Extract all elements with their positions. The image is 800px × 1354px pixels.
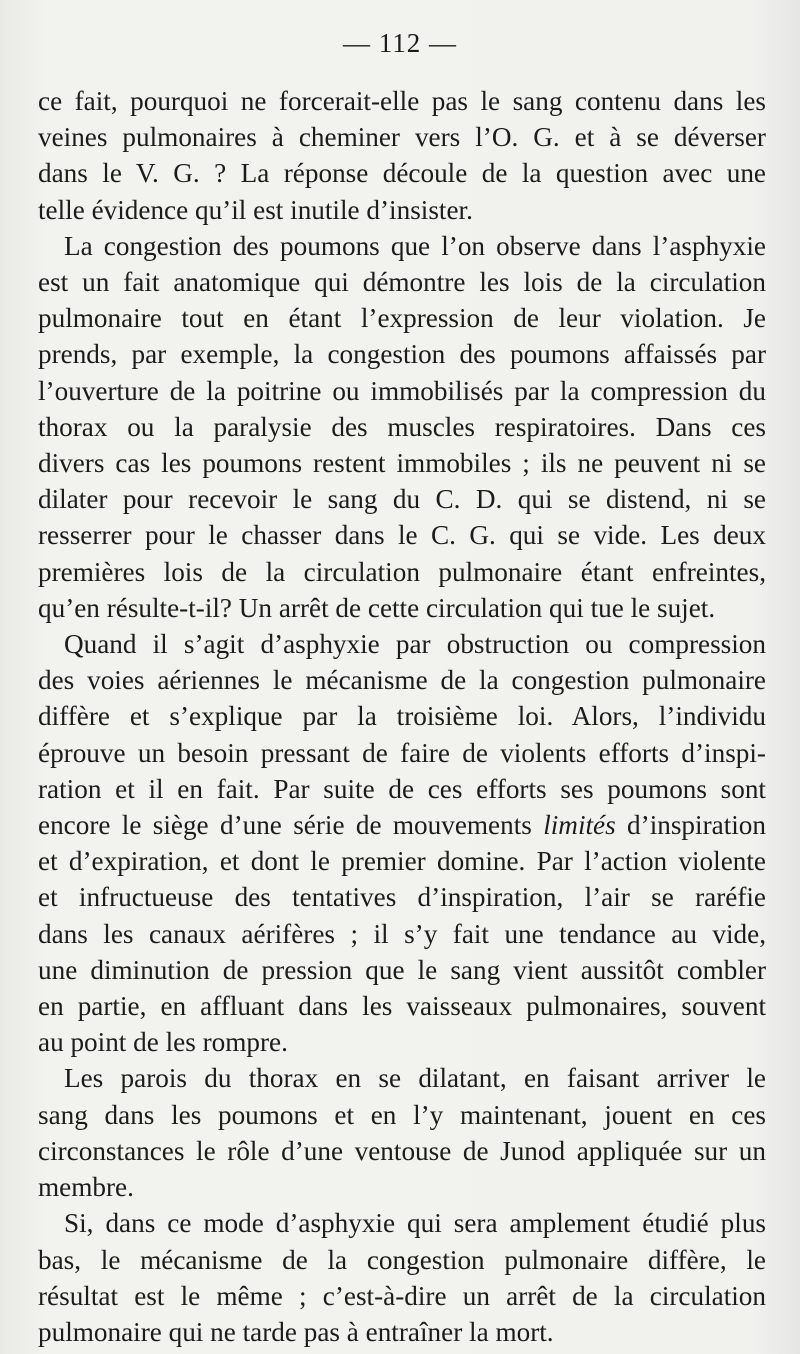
text-line: resserrer pour le chasser dans le C. G. qui se vide. Les deux: [38, 520, 766, 551]
text-line: Les parois du thorax en se dilatant, en faisant arriver le: [64, 1063, 766, 1094]
text-line: et d’expiration, et dont le premier domine. Par l’action violente: [38, 846, 766, 877]
text-line: en partie, en affluant dans les vaisseaux pulmonaires, souvent: [38, 991, 766, 1022]
text-line: l’ouverture de la poitrine ou immobilisés par la compression du: [38, 375, 766, 406]
text-line: diffère et s’explique par la troisième loi. Alors, l’individu: [38, 701, 766, 732]
paragraph-3: [38, 626, 766, 1060]
text-line: résultat est le même ; c’est-à-dire un arrêt de la circulation: [38, 1280, 766, 1311]
text-line: pulmonaire tout en étant l’expression de leur violation. Je: [38, 303, 766, 334]
text-line: éprouve un besoin pressant de faire de violents efforts d’inspi-: [38, 737, 766, 768]
text-line: une diminution de pression que le sang vient aussitôt combler: [38, 954, 766, 985]
text-line: premières lois de la circulation pulmonaire étant enfreintes,: [38, 556, 766, 587]
text-line-italic-limites: encore le siège d’une série de mouvements limités d’inspiration: [38, 810, 766, 841]
text-line: membre.: [38, 1172, 134, 1203]
paragraph-4: [38, 1060, 766, 1205]
text-line: pulmonaire qui ne tarde pas à entraîner la mort.: [38, 1316, 554, 1347]
text-line: La congestion des poumons que l’on observe dans l’asphyxie: [64, 230, 766, 261]
text-line: telle évidence qu’il est inutile d’insister.: [38, 194, 473, 225]
text-line: thorax ou la paralysie des muscles respiratoires. Dans ces: [38, 411, 766, 442]
body-text: [38, 83, 766, 1350]
text-line: ce fait, pourquoi ne forcerait-elle pas le sang contenu dans les: [38, 86, 766, 116]
text-line: ration et il en fait. Par suite de ces efforts ses poumons sont: [38, 773, 766, 804]
page-number: — 112 —: [343, 28, 457, 58]
text-line: prends, par exemple, la congestion des poumons affaissés par: [38, 339, 766, 370]
text-line: au point de les rompre.: [38, 1027, 288, 1058]
text-line: divers cas les poumons restent immobiles ; ils ne peuvent ni se: [38, 448, 766, 479]
text-line: veines pulmonaires à cheminer vers l’O. G. et à se déverser: [38, 122, 766, 153]
text-line: qu’en résulte-t-il? Un arrêt de cette circulation qui tue le sujet.: [38, 592, 716, 623]
text-line: circonstances le rôle d’une ventouse de Junod appliquée sur un: [38, 1135, 766, 1166]
paragraph-1: [38, 83, 766, 228]
text-line: dans les canaux aérifères ; il s’y fait une tendance au vide,: [38, 918, 766, 949]
text-line: est un fait anatomique qui démontre les lois de la circulation: [38, 267, 766, 298]
paragraph-5: [38, 1205, 766, 1350]
text-line: Quand il s’agit d’asphyxie par obstruction ou compression: [64, 629, 766, 660]
text-line: dilater pour recevoir le sang du C. D. qui se distend, ni se: [38, 484, 766, 515]
text-line: dans le V. G. ? La réponse découle de la question avec une: [38, 158, 766, 189]
paragraph-2: [38, 228, 766, 626]
text-line: des voies aériennes le mécanisme de la congestion pulmonaire: [38, 665, 766, 696]
text-line: sang dans les poumons et en l’y maintenant, jouent en ces: [38, 1099, 766, 1130]
text-line: bas, le mécanisme de la congestion pulmonaire diffère, le: [38, 1244, 766, 1275]
text-line: et infructueuse des tentatives d’inspiration, l’air se raréfie: [38, 882, 766, 913]
emphasis-limites: limités: [543, 810, 616, 841]
text-line: Si, dans ce mode d’asphyxie qui sera amplement étudié plus: [64, 1208, 766, 1239]
